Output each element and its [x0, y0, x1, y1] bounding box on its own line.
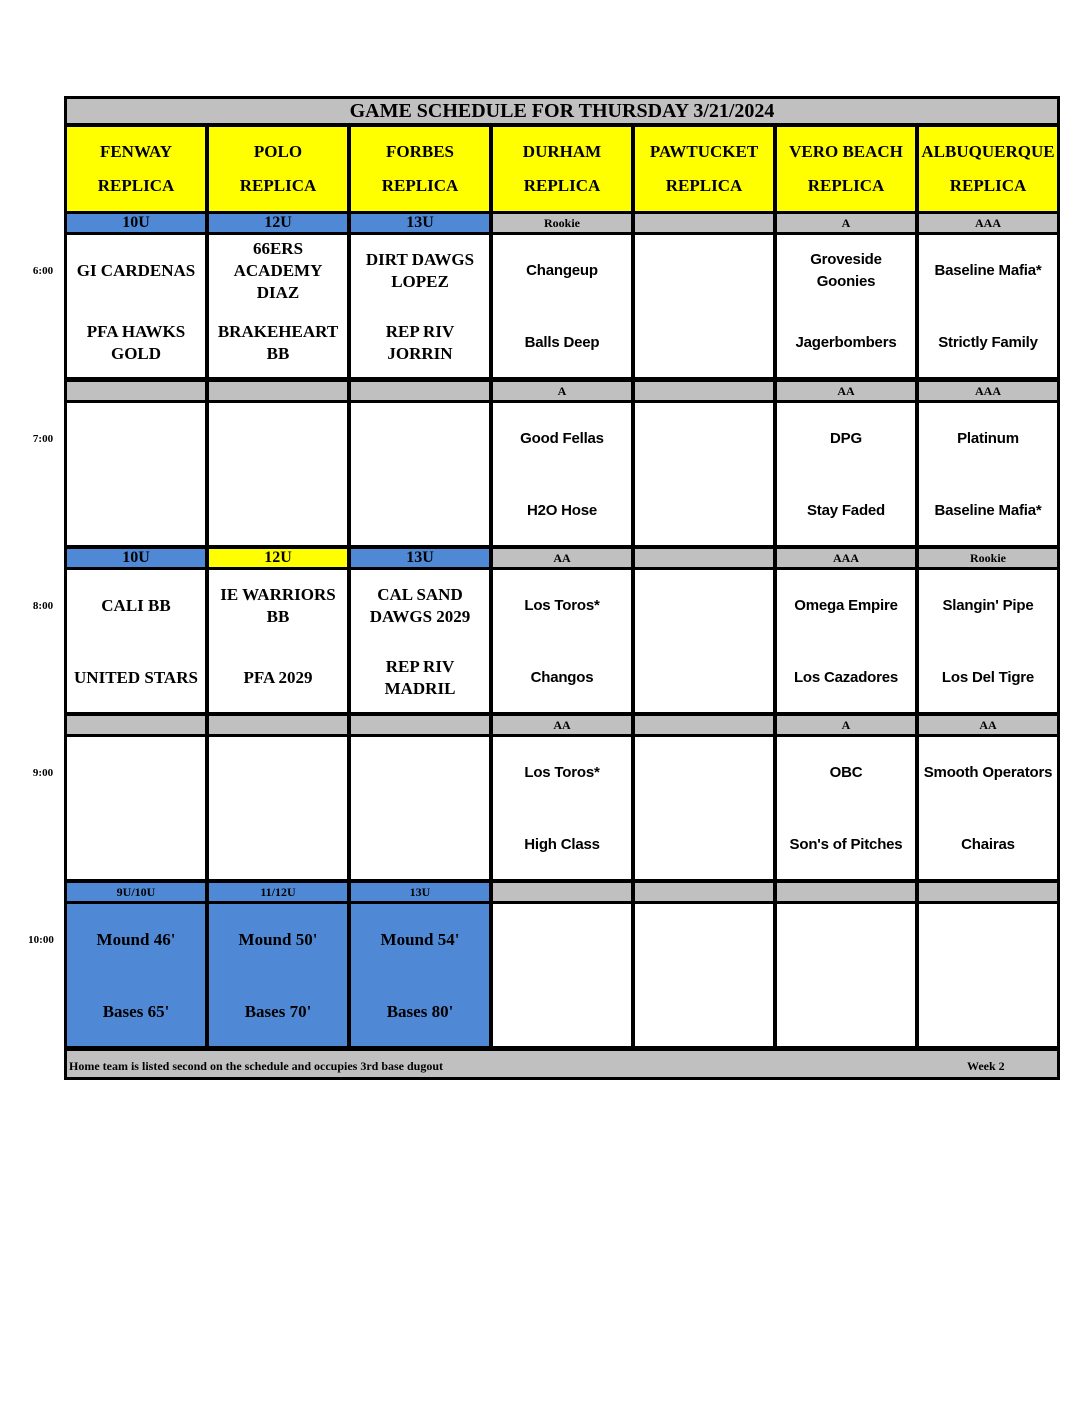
division-label: AA [774, 379, 918, 403]
away-team [493, 912, 631, 968]
division-label: AAA [916, 379, 1060, 403]
away-team [351, 411, 489, 467]
home-team [635, 650, 773, 706]
venue-sub: REPLICA [381, 176, 459, 195]
away-team: Mound 54' [380, 930, 460, 949]
away-team [919, 912, 1057, 968]
home-team: REP RIV JORRIN [385, 322, 455, 363]
away-team: CALI BB [101, 596, 171, 615]
venue-sub: REPLICA [97, 176, 175, 195]
away-team [209, 745, 347, 801]
game-cell [64, 901, 208, 1049]
away-team [635, 745, 773, 801]
venue-sub: REPLICA [239, 176, 317, 195]
game-cell [348, 232, 492, 380]
home-team: BRAKEHEART BB [217, 322, 339, 363]
away-team: Baseline Mafia* [934, 262, 1042, 279]
venue-name: PAWTUCKET [649, 142, 759, 161]
division-label: 12U [206, 546, 350, 570]
home-team: Los Cazadores [793, 669, 899, 686]
division-label: 13U [348, 211, 492, 235]
game-cell [632, 400, 776, 548]
division-label: 9U/10U [64, 880, 208, 904]
home-team [635, 984, 773, 1040]
home-team [67, 483, 205, 539]
away-team: DIRT DAWGS LOPEZ [365, 250, 475, 291]
away-team: Mound 50' [238, 930, 318, 949]
game-cell [774, 567, 918, 715]
home-team: Balls Deep [524, 334, 600, 351]
division-label: A [774, 211, 918, 235]
game-cell [64, 232, 208, 380]
game-cell [490, 567, 634, 715]
game-cell [348, 901, 492, 1049]
home-team: H2O Hose [526, 502, 598, 519]
game-cell [206, 232, 350, 380]
away-team: Changeup [526, 262, 598, 279]
time-label: 10:00 [28, 934, 54, 946]
division-label: AAA [774, 546, 918, 570]
home-team [209, 483, 347, 539]
home-team: Chairas [961, 836, 1015, 853]
home-team [777, 984, 915, 1040]
division-label: 11/12U [206, 880, 350, 904]
game-cell [916, 232, 1060, 380]
away-team [635, 243, 773, 299]
away-team: Mound 46' [96, 930, 176, 949]
game-cell [916, 400, 1060, 548]
game-cell [206, 901, 350, 1049]
venue-header [348, 124, 492, 214]
away-team: Smooth Operators [923, 764, 1053, 781]
schedule-footer [64, 1048, 1060, 1080]
division-label: AA [490, 546, 634, 570]
division-label: 10U [64, 546, 208, 570]
away-team [635, 411, 773, 467]
time-label: 8:00 [32, 600, 54, 612]
game-cell [632, 734, 776, 882]
game-cell [632, 901, 776, 1049]
venue-sub: REPLICA [949, 176, 1027, 195]
away-team [351, 745, 489, 801]
division-label: 10U [64, 211, 208, 235]
time-label: 6:00 [32, 265, 54, 277]
home-team [209, 817, 347, 873]
home-team: Baseline Mafia* [934, 502, 1042, 519]
home-team [493, 984, 631, 1040]
away-team: Los Toros* [524, 597, 600, 614]
home-team [635, 315, 773, 371]
game-cell [348, 400, 492, 548]
away-team [635, 578, 773, 634]
game-cell [774, 734, 918, 882]
game-cell [774, 901, 918, 1049]
home-team: REP RIV MADRIL [384, 657, 456, 698]
home-team: Jagerbombers [795, 334, 897, 351]
division-label: AAA [916, 211, 1060, 235]
home-team: Stay Faded [806, 502, 886, 519]
venue-name: ALBUQUERQUE [921, 142, 1055, 161]
game-cell [490, 232, 634, 380]
away-team: 66ERS ACADEMY DIAZ [233, 239, 323, 302]
venue-name: FORBES [385, 142, 455, 161]
home-team: PFA HAWKS GOLD [86, 322, 186, 363]
away-team: Los Toros* [524, 764, 600, 781]
game-cell [774, 400, 918, 548]
game-cell [490, 400, 634, 548]
division-label: A [490, 379, 634, 403]
division-label: AA [490, 713, 634, 737]
game-cell [206, 567, 350, 715]
game-cell [64, 734, 208, 882]
division-label: 13U [348, 546, 492, 570]
venue-name: POLO [253, 142, 303, 161]
away-team: Omega Empire [794, 597, 898, 614]
game-cell [490, 734, 634, 882]
venue-header [490, 124, 634, 214]
division-label: 13U [348, 880, 492, 904]
game-cell [916, 734, 1060, 882]
venue-sub: REPLICA [523, 176, 601, 195]
home-team: Son's of Pitches [789, 836, 903, 853]
home-team: Los Del Tigre [941, 669, 1035, 686]
away-team [67, 745, 205, 801]
venue-header [64, 124, 208, 214]
away-team [635, 912, 773, 968]
away-team: Groveside Goonies [810, 251, 882, 290]
venue-header [632, 124, 776, 214]
game-cell [206, 734, 350, 882]
game-cell [348, 734, 492, 882]
venue-name: DURHAM [522, 142, 602, 161]
venue-sub: REPLICA [807, 176, 885, 195]
division-label: 12U [206, 211, 350, 235]
away-team [209, 411, 347, 467]
game-cell [632, 567, 776, 715]
footer-note: Home team is listed second on the schedule and occupies 3rd base dugout [69, 1059, 444, 1073]
venue-header [774, 124, 918, 214]
away-team: CAL SAND DAWGS 2029 [369, 585, 471, 626]
away-team: OBC [829, 764, 863, 781]
home-team: Changos [530, 669, 594, 686]
home-team: Bases 80' [386, 1002, 454, 1021]
away-team: Slangin' Pipe [942, 597, 1034, 614]
venue-header [916, 124, 1060, 214]
home-team: Strictly Family [938, 334, 1038, 351]
venue-name: FENWAY [99, 142, 173, 161]
game-cell [490, 901, 634, 1049]
division-label: Rookie [916, 546, 1060, 570]
game-cell [64, 400, 208, 548]
venue-header [206, 124, 350, 214]
home-team [919, 984, 1057, 1040]
away-team: Platinum [957, 430, 1019, 447]
home-team [351, 817, 489, 873]
game-cell [774, 232, 918, 380]
home-team: High Class [524, 836, 600, 853]
away-team: GI CARDENAS [76, 261, 196, 280]
away-team: IE WARRIORS BB [220, 585, 336, 626]
home-team: Bases 65' [102, 1002, 170, 1021]
away-team: Good Fellas [520, 430, 604, 447]
home-team: PFA 2029 [243, 668, 313, 687]
game-cell [916, 901, 1060, 1049]
home-team: UNITED STARS [74, 668, 198, 687]
footer-week: Week 2 [967, 1059, 1005, 1073]
home-team [635, 483, 773, 539]
away-team [67, 411, 205, 467]
schedule-title: GAME SCHEDULE FOR THURSDAY 3/21/2024 [64, 96, 1060, 126]
venue-sub: REPLICA [665, 176, 743, 195]
home-team [351, 483, 489, 539]
away-team: DPG [830, 430, 862, 447]
time-label: 7:00 [32, 433, 54, 445]
game-cell [632, 232, 776, 380]
away-team [777, 912, 915, 968]
home-team [635, 817, 773, 873]
game-cell [916, 567, 1060, 715]
time-label: 9:00 [32, 767, 54, 779]
division-label: Rookie [490, 211, 634, 235]
game-cell [206, 400, 350, 548]
game-cell [348, 567, 492, 715]
home-team [67, 817, 205, 873]
home-team: Bases 70' [244, 1002, 312, 1021]
venue-name: VERO BEACH [789, 142, 903, 161]
division-label: A [774, 713, 918, 737]
game-cell [64, 567, 208, 715]
division-label: AA [916, 713, 1060, 737]
